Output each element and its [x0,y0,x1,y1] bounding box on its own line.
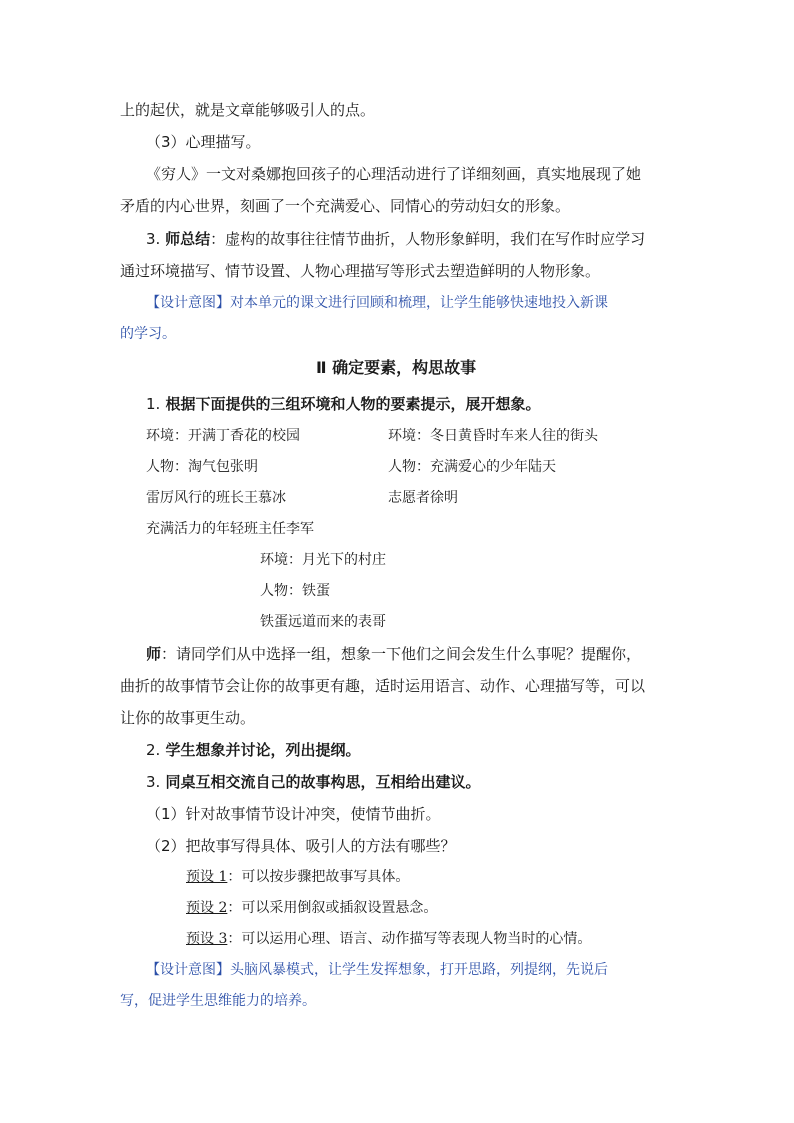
design-intent-note [146,292,608,314]
sub-item: （2）把故事写得具体、吸引人的方法有哪些？ [146,837,456,855]
paragraph-line: 矛盾的内心世界，刻画了一个充满爱心、同情心的劳动妇女的形象。 [120,197,571,215]
design-intent-text: 头脑风暴模式，让学生发挥想象，打开思路，列提纲，先说后 [230,962,608,978]
list-number: 1. [146,395,161,413]
teacher-summary-label: 师总结 [165,230,211,248]
summary-text: ：虚构的故事往往情节曲折，人物形象鲜明，我们在写作时应学习 [210,230,646,248]
numbered-item [146,393,541,415]
preset-line [186,866,409,888]
group3-character: 人物：铁蛋 [260,583,330,599]
summary-line [146,228,645,250]
group1-environment: 环境：开满丁香花的校园 [146,428,300,444]
group2-character: 人物：充满爱心的少年陆天 [388,459,556,475]
list-number: 3. [146,230,161,248]
paragraph-line: 上的起伏，就是文章能够吸引人的点。 [120,101,376,119]
item-text: 根据下面提供的三组环境和人物的要素提示，展开想象。 [165,395,541,413]
list-number: 2. [146,741,161,759]
list-number: 3. [146,773,161,791]
group1-character: 人物：淘气包张明 [146,459,258,475]
design-intent-text: 的学习。 [120,326,176,342]
paragraph-line: 曲折的故事情节会让你的故事更有趣，适时运用语言、动作、心理描写等，可以 [120,677,646,695]
teacher-text: ：请同学们从中选择一组，想象一下他们之间会发生什么事呢？提醒你， [161,645,642,663]
group3-environment: 环境：月光下的村庄 [260,552,386,568]
group3-character: 铁蛋远道而来的表哥 [260,614,386,630]
section-title: Ⅱ 确定要素，构思故事 [316,358,477,377]
preset-label: 预设 1 [186,869,228,885]
design-intent-text: 对本单元的课文进行回顾和梳理，让学生能够快速地投入新课 [230,295,608,311]
sub-item: （1）针对故事情节设计冲突，使情节曲折。 [146,805,441,823]
numbered-item [146,739,361,761]
design-intent-label: 【设计意图】 [146,295,230,311]
preset-label: 预设 2 [186,900,228,916]
group1-character: 充满活力的年轻班主任李军 [146,521,314,537]
preset-label: 预设 3 [186,931,228,947]
preset-text: ：可以运用心理、语言、动作描写等表现人物当时的心情。 [227,931,592,947]
item-text: 学生想象并讨论，列出提纲。 [165,741,361,759]
teacher-line [146,643,641,665]
preset-line [186,928,591,950]
numbered-item [146,771,481,793]
preset-text: ：可以按步骤把故事写具体。 [227,869,410,885]
paragraph-line: 《穷人》一文对桑娜抱回孩子的心理活动进行了详细刻画，真实地展现了她 [146,165,642,183]
group2-environment: 环境：冬日黄昏时车来人往的街头 [388,428,598,444]
design-intent-label: 【设计意图】 [146,962,230,978]
paragraph-line: 让你的故事更生动。 [120,709,256,727]
group2-character: 志愿者徐明 [388,490,458,506]
preset-text: ：可以采用倒叙或插叙设置悬念。 [227,900,438,916]
design-intent-text: 写，促进学生思维能力的培养。 [120,993,316,1009]
group1-character: 雷厉风行的班长王慕冰 [146,490,286,506]
item-text: 同桌互相交流自己的故事构思，互相给出建议。 [165,773,481,791]
design-intent-note [146,959,608,981]
paragraph-line: （3）心理描写。 [146,133,261,151]
teacher-label: 师 [146,645,162,663]
preset-line [186,897,437,919]
paragraph-line: 通过环境描写、情节设置、人物心理描写等形式去塑造鲜明的人物形象。 [120,262,601,280]
